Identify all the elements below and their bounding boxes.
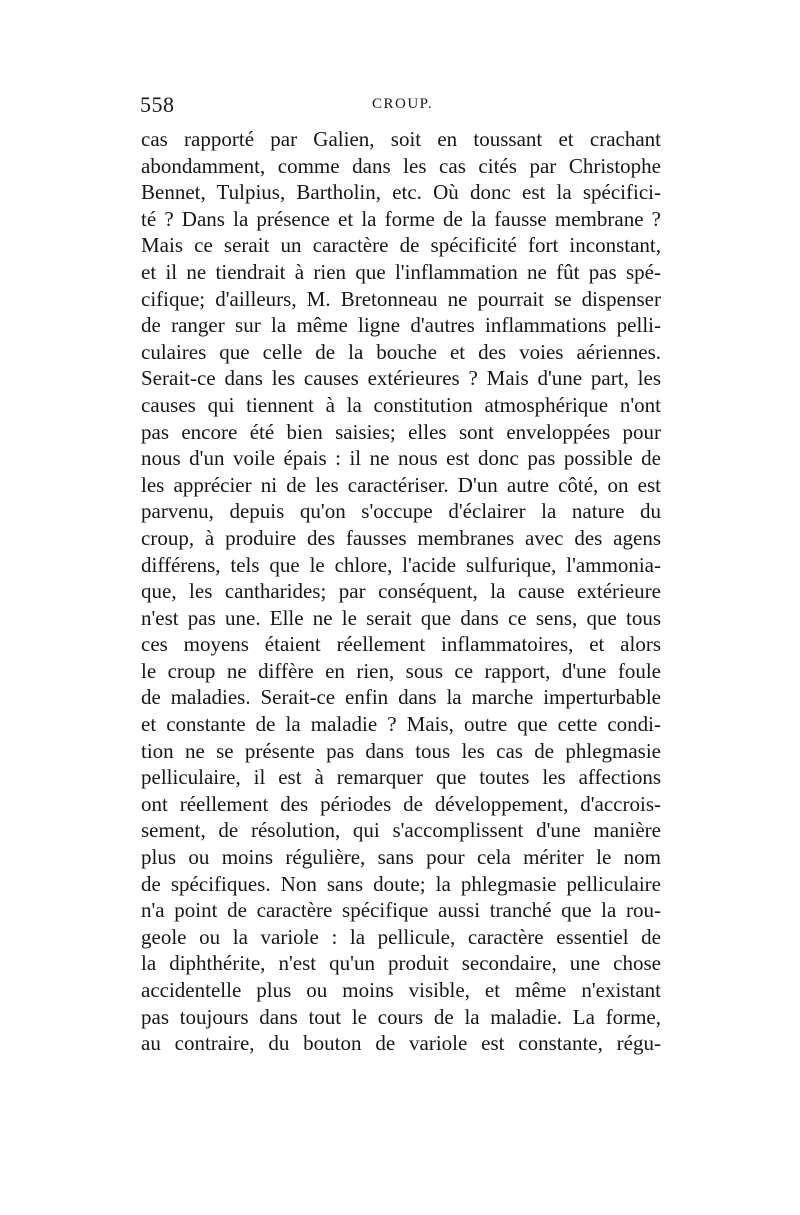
text-line: pelliculaire, il est à remarquer que toutes les affections xyxy=(141,765,661,790)
text-line: plus ou moins régulière, sans pour cela mériter le nom xyxy=(141,845,661,870)
text-line: té ? Dans la présence et la forme de la fausse membrane ? xyxy=(141,206,661,231)
text-line: croup, à produire des fausses membranes avec des agens xyxy=(141,525,661,550)
text-line: différens, tels que le chlore, l'acide sulfurique, l'ammonia- xyxy=(141,552,661,577)
body-text xyxy=(141,126,661,1057)
text-line: n'est pas une. Elle ne le serait que dans ce sens, que tous xyxy=(141,605,661,630)
text-line: pas encore été bien saisies; elles sont enveloppées pour xyxy=(141,419,661,444)
text-line: de ranger sur la même ligne d'autres inflammations pelli- xyxy=(141,313,661,338)
text-line: abondamment, comme dans les cas cités par Christophe xyxy=(141,153,661,178)
text-line: cifique; d'ailleurs, M. Bretonneau ne pourrait se dispenser xyxy=(141,286,661,311)
text-line: parvenu, depuis qu'on s'occupe d'éclairer la nature du xyxy=(141,499,661,524)
text-line: la diphthérite, n'est qu'un produit secondaire, une chose xyxy=(141,951,661,976)
text-line: Bennet, Tulpius, Bartholin, etc. Où donc est la spécifici- xyxy=(141,180,661,205)
text-line: n'a point de caractère spécifique aussi tranché que la rou- xyxy=(141,898,661,923)
text-line: cas rapporté par Galien, soit en toussant et crachant xyxy=(141,127,661,151)
text-line: nous d'un voile épais : il ne nous est donc pas possible de xyxy=(141,446,661,471)
text-line: et il ne tiendrait à rien que l'inflammation ne fût pas spé- xyxy=(141,259,661,284)
text-line: et constante de la maladie ? Mais, outre que cette condi- xyxy=(141,712,661,737)
text-line: accidentelle plus ou moins visible, et même n'existant xyxy=(141,978,661,1002)
text-line: de spécifiques. Non sans doute; la phlegmasie pelliculaire xyxy=(141,871,661,896)
page-number: 558 xyxy=(140,92,175,117)
text-line: tion ne se présente pas dans tous les cas de phlegmasie xyxy=(141,738,661,763)
text-line: les apprécier ni de les caractériser. D'un autre côté, on est xyxy=(141,472,661,497)
text-line: au contraire, du bouton de variole est constante, régu- xyxy=(141,1031,661,1056)
text-line: ont réellement des périodes de développement, d'accrois- xyxy=(141,791,661,816)
text-line: geole ou la variole : la pellicule, caractère essentiel de xyxy=(141,924,661,949)
text-line: le croup ne diffère en rien, sous ce rapport, d'une foule xyxy=(141,658,661,683)
text-line: de maladies. Serait-ce enfin dans la marche imperturbable xyxy=(141,685,661,710)
text-line: Serait-ce dans les causes extérieures ? Mais d'une part, les xyxy=(141,366,661,391)
text-line: causes qui tiennent à la constitution atmosphérique n'ont xyxy=(141,392,661,417)
text-line: pas toujours dans tout le cours de la maladie. La forme, xyxy=(141,1004,661,1029)
text-line: que, les cantharides; par conséquent, la cause extérieure xyxy=(141,579,661,604)
text-line: Mais ce serait un caractère de spécificité fort inconstant, xyxy=(141,233,661,258)
text-line: culaires que celle de la bouche et des voies aériennes. xyxy=(141,339,661,364)
running-head: CROUP. xyxy=(372,96,434,112)
text-line: sement, de résolution, qui s'accomplissent d'une manière xyxy=(141,818,661,843)
page-header xyxy=(140,92,660,122)
text-line: ces moyens étaient réellement inflammatoires, et alors xyxy=(141,632,661,657)
